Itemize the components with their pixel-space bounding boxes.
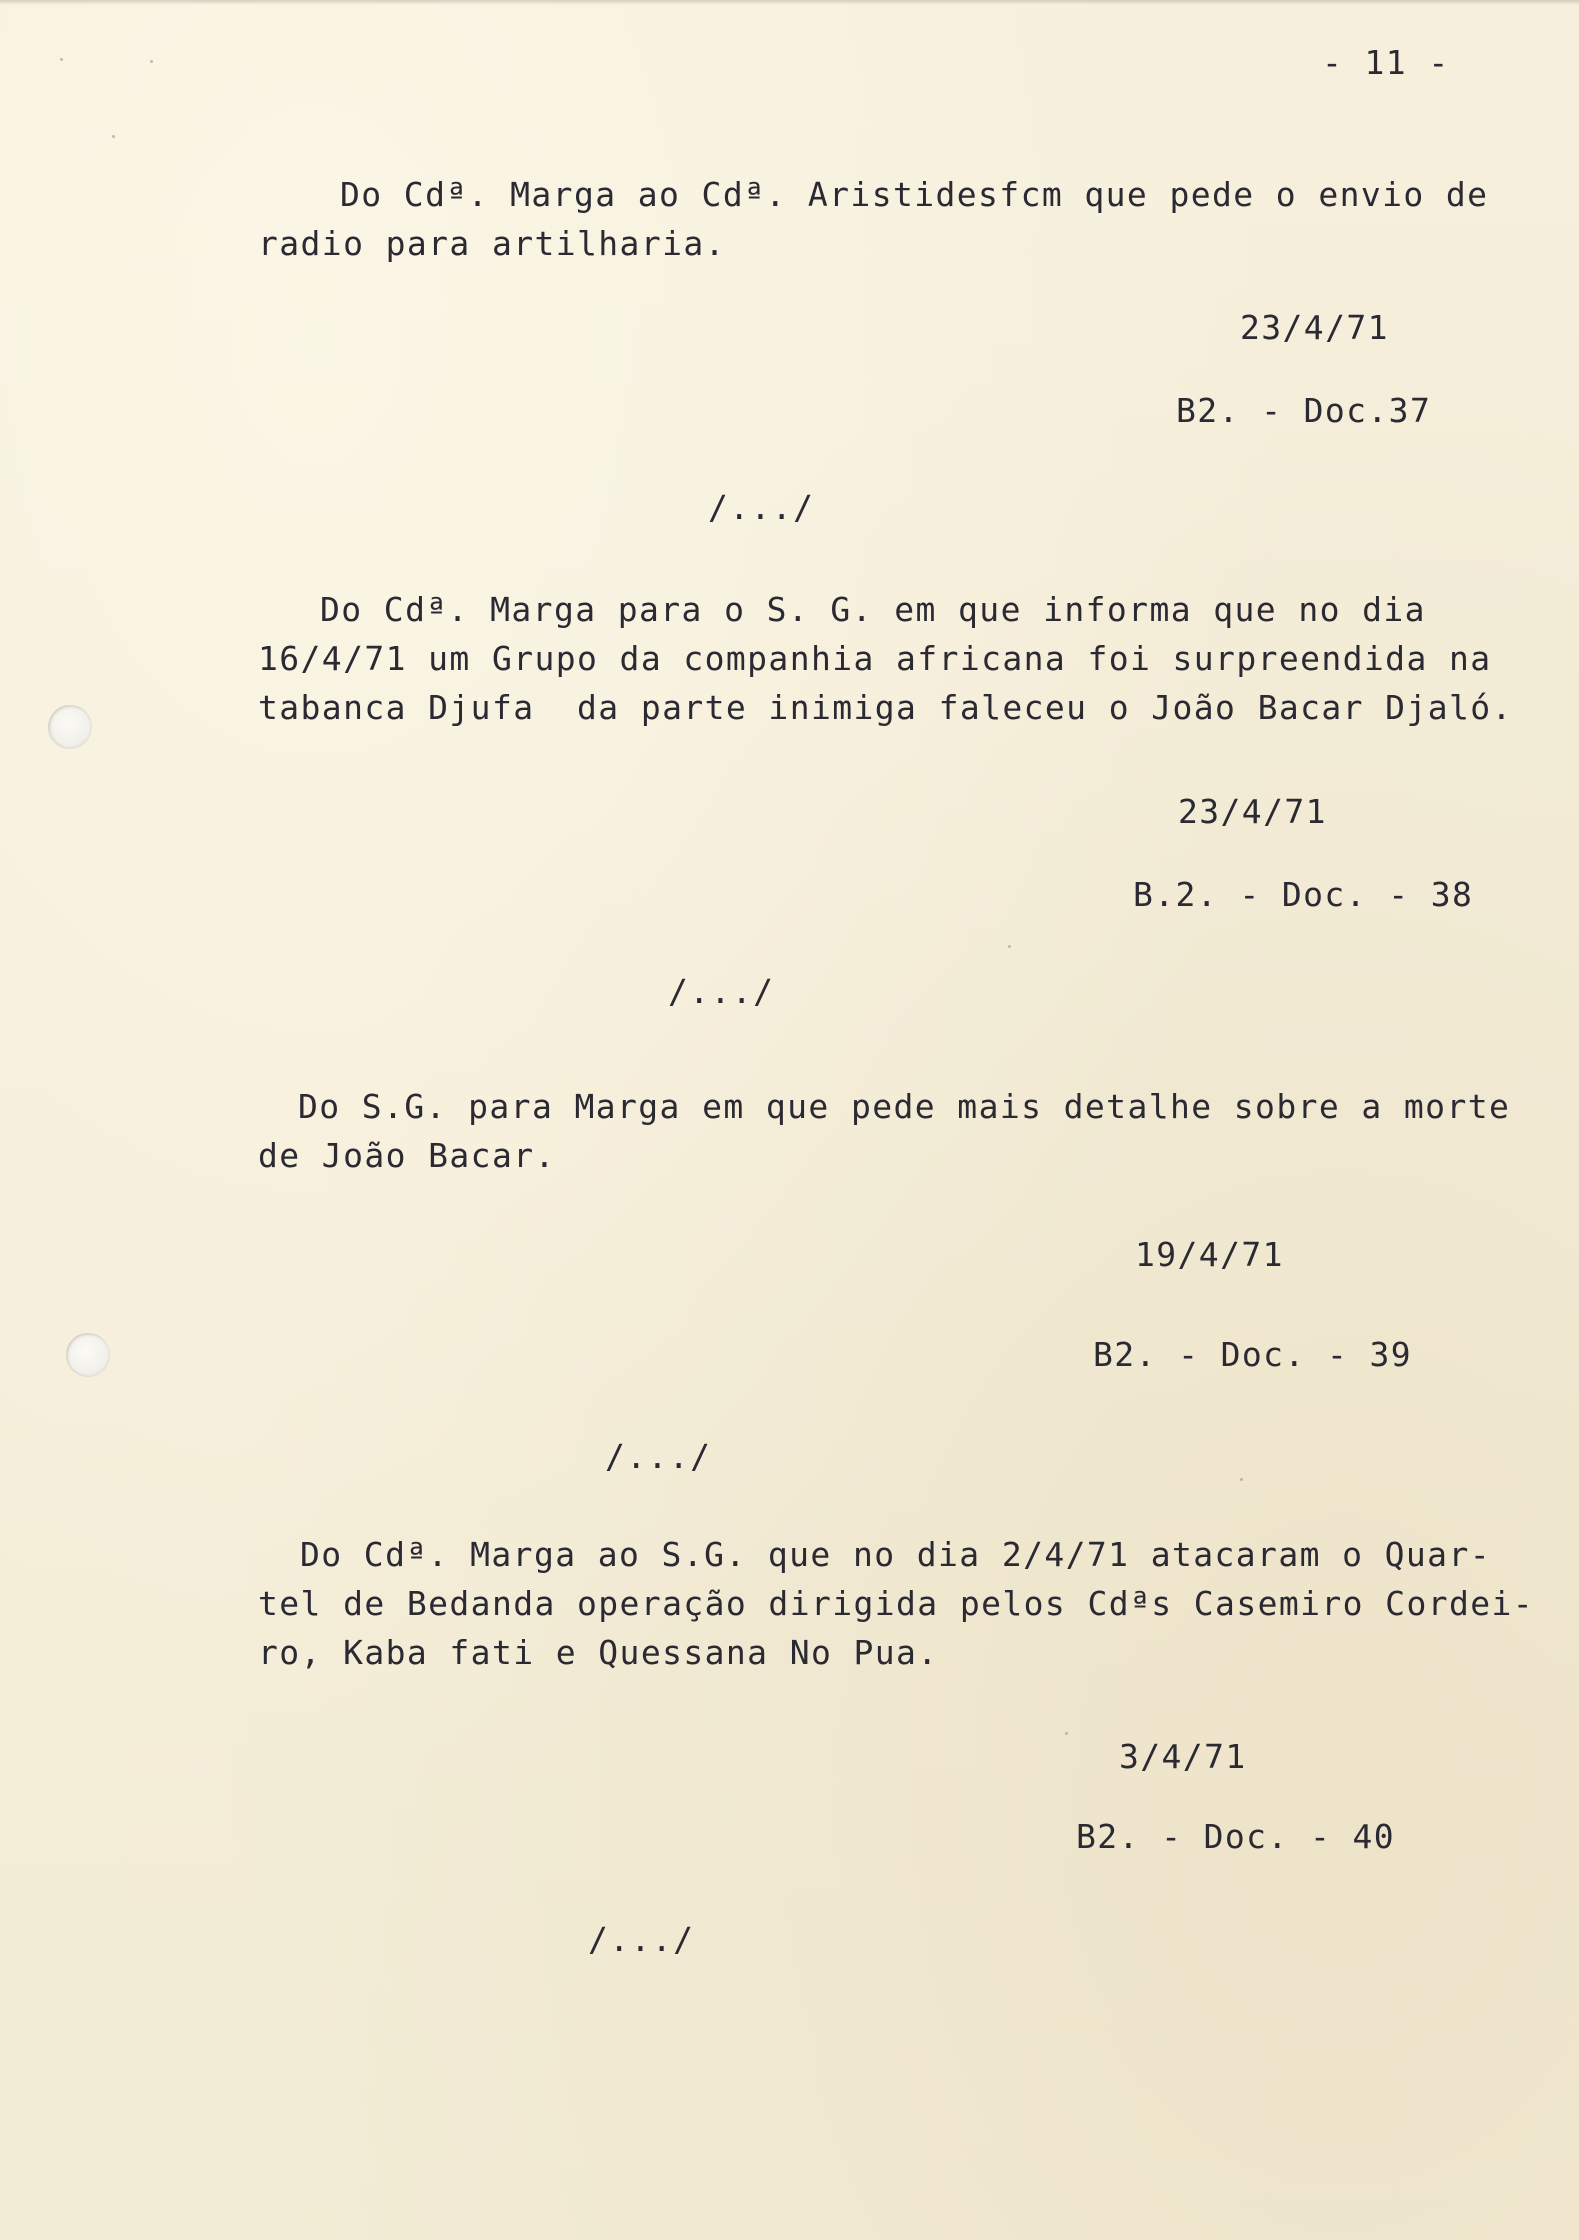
- paper-speck: [112, 135, 115, 138]
- doc-reference: B2. - Doc.37: [1176, 391, 1432, 430]
- paper-speck: [1008, 945, 1011, 948]
- entry-line: radio para artilharia.: [258, 224, 726, 263]
- entry-line: tabanca Djufa da parte inimiga faleceu o João Bacar Djaló.: [258, 688, 1513, 727]
- doc-reference: B2. - Doc. - 40: [1076, 1817, 1396, 1856]
- entry-separator: /.../: [668, 972, 775, 1011]
- entry-line: 16/4/71 um Grupo da companhia africana foi surpreendida na: [258, 639, 1492, 678]
- entry-date: 3/4/71: [1119, 1737, 1247, 1776]
- page-number: - 11 -: [1322, 43, 1450, 82]
- entry-line: de João Bacar.: [258, 1136, 556, 1175]
- entry-date: 23/4/71: [1178, 792, 1327, 831]
- entry-separator: /.../: [588, 1920, 695, 1959]
- entry-separator: /.../: [708, 488, 815, 527]
- punch-hole-lower: [66, 1333, 110, 1377]
- doc-reference: B2. - Doc. - 39: [1093, 1335, 1413, 1374]
- entry-paragraph: [258, 1082, 1518, 1182]
- doc-reference: B.2. - Doc. - 38: [1133, 875, 1474, 914]
- entry-line: Do Cdª. Marga ao Cdª. Aristidesfcm que pede o envio de: [340, 175, 1489, 214]
- paper-speck: [60, 58, 63, 61]
- entry-separator: /.../: [605, 1437, 712, 1476]
- entry-date: 19/4/71: [1135, 1235, 1284, 1274]
- page-top-edge: [0, 0, 1579, 5]
- entry-line: Do S.G. para Marga em que pede mais detalhe sobre a morte: [298, 1087, 1511, 1126]
- paper-speck: [150, 60, 153, 63]
- paper-speck: [1065, 1732, 1068, 1735]
- entry-paragraph: [258, 170, 1518, 270]
- paper-speck: [1240, 1478, 1243, 1481]
- entry-line: ro, Kaba fati e Quessana No Pua.: [258, 1633, 939, 1672]
- entry-paragraph: [258, 1530, 1548, 1680]
- entry-line: Do Cdª. Marga para o S. G. em que informa que no dia: [320, 590, 1426, 629]
- entry-line: Do Cdª. Marga ao S.G. que no dia 2/4/71 atacaram o Quar-: [300, 1535, 1491, 1574]
- entry-date: 23/4/71: [1240, 308, 1389, 347]
- entry-paragraph: [258, 585, 1518, 735]
- entry-line: tel de Bedanda operação dirigida pelos Cdªs Casemiro Cordei-: [258, 1584, 1535, 1623]
- punch-hole-upper: [48, 705, 92, 749]
